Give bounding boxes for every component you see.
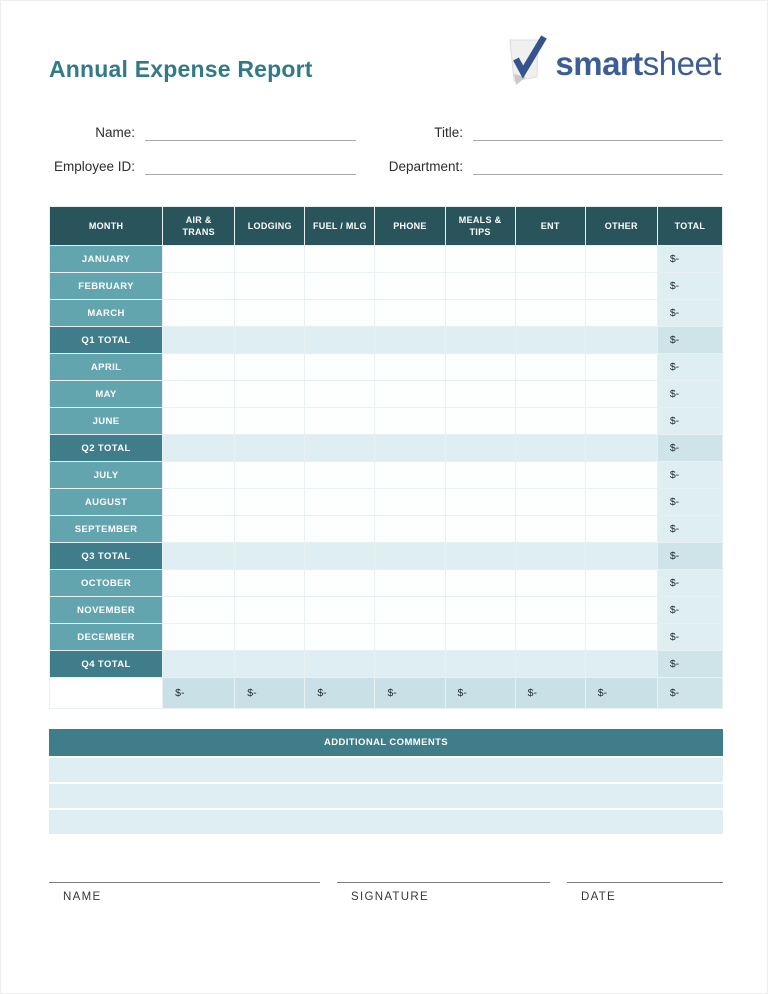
expense-cell[interactable] (586, 462, 657, 488)
expense-cell[interactable] (375, 597, 444, 623)
quarter-expense-cell (305, 651, 374, 677)
row-total-cell: $- (658, 570, 722, 596)
quarter-total-cell: Q2 TOTAL (50, 435, 162, 461)
smartsheet-check-icon (505, 37, 555, 92)
page-header (49, 33, 721, 95)
expense-cell[interactable] (235, 354, 304, 380)
expense-cell[interactable] (586, 597, 657, 623)
expense-cell[interactable] (163, 408, 234, 434)
expense-cell[interactable] (235, 246, 304, 272)
page-container (1, 1, 767, 903)
additional-comments-section (49, 729, 723, 834)
table-row-september (50, 516, 722, 542)
month-cell: DECEMBER (50, 624, 162, 650)
expense-cell[interactable] (375, 273, 444, 299)
quarter-total-value-cell: $- (658, 543, 722, 569)
logo-smart: smart (555, 45, 643, 82)
expense-cell[interactable] (446, 246, 515, 272)
expense-cell[interactable] (235, 381, 304, 407)
quarter-expense-cell (586, 327, 657, 353)
column-header-ent: ENT (516, 207, 585, 245)
expense-cell[interactable] (163, 489, 234, 515)
header-row (50, 207, 722, 245)
table-row-august (50, 489, 722, 515)
expense-cell[interactable] (235, 516, 304, 542)
expense-cell[interactable] (586, 246, 657, 272)
expense-cell[interactable] (516, 246, 585, 272)
expense-cell[interactable] (163, 624, 234, 650)
expense-cell[interactable] (446, 381, 515, 407)
department-input[interactable] (473, 157, 723, 175)
column-header-air-trans: AIR & TRANS (163, 207, 234, 245)
table-row-april (50, 354, 722, 380)
expense-cell[interactable] (375, 489, 444, 515)
expense-cell[interactable] (305, 516, 374, 542)
expense-cell[interactable] (516, 354, 585, 380)
expense-cell[interactable] (446, 408, 515, 434)
expense-cell[interactable] (375, 300, 444, 326)
quarter-expense-cell (235, 651, 304, 677)
comment-row[interactable] (49, 782, 723, 808)
table-row-q1-total (50, 327, 722, 353)
table-row-january (50, 246, 722, 272)
quarter-expense-cell (163, 327, 234, 353)
logo-sheet: sheet (642, 45, 721, 82)
row-total-cell: $- (658, 246, 722, 272)
month-cell: NOVEMBER (50, 597, 162, 623)
department-label: Department: (388, 159, 463, 174)
column-total-cell: $- (375, 678, 444, 708)
table-row-june (50, 408, 722, 434)
quarter-expense-cell (586, 651, 657, 677)
quarter-expense-cell (516, 327, 585, 353)
expense-cell[interactable] (305, 462, 374, 488)
title-label: Title: (434, 125, 463, 140)
month-cell: JANUARY (50, 246, 162, 272)
quarter-expense-cell (446, 435, 515, 461)
date-line[interactable] (567, 882, 723, 883)
expense-cell[interactable] (446, 489, 515, 515)
row-total-cell: $- (658, 354, 722, 380)
expense-cell[interactable] (516, 381, 585, 407)
expense-cell[interactable] (516, 300, 585, 326)
expense-cell[interactable] (235, 300, 304, 326)
expense-cell[interactable] (163, 300, 234, 326)
expense-cell[interactable] (375, 516, 444, 542)
comment-row[interactable] (49, 808, 723, 834)
expense-cell[interactable] (163, 354, 234, 380)
month-cell: AUGUST (50, 489, 162, 515)
quarter-expense-cell (446, 543, 515, 569)
expense-cell[interactable] (516, 273, 585, 299)
table-row-march (50, 300, 722, 326)
quarter-total-value-cell: $- (658, 651, 722, 677)
quarter-expense-cell (446, 651, 515, 677)
quarter-expense-cell (235, 543, 304, 569)
quarter-expense-cell (375, 327, 444, 353)
table-row-q2-total (50, 435, 722, 461)
column-total-cell: $- (586, 678, 657, 708)
expense-cell[interactable] (305, 354, 374, 380)
row-total-cell: $- (658, 300, 722, 326)
expense-cell[interactable] (235, 408, 304, 434)
expense-cell[interactable] (586, 516, 657, 542)
expense-cell[interactable] (586, 354, 657, 380)
expense-cell[interactable] (235, 570, 304, 596)
smartsheet-wordmark (555, 45, 721, 83)
signature-label: SIGNATURE (351, 891, 429, 903)
column-header-other: OTHER (586, 207, 657, 245)
employee-id-field (49, 155, 356, 175)
expense-cell[interactable] (446, 462, 515, 488)
expense-cell[interactable] (305, 597, 374, 623)
quarter-expense-cell (235, 435, 304, 461)
expense-cell[interactable] (516, 570, 585, 596)
expense-cell[interactable] (375, 246, 444, 272)
expense-cell[interactable] (163, 516, 234, 542)
expense-cell[interactable] (235, 489, 304, 515)
row-total-cell: $- (658, 624, 722, 650)
expense-cell[interactable] (235, 273, 304, 299)
signature-line[interactable] (337, 882, 550, 883)
expense-cell[interactable] (586, 408, 657, 434)
quarter-expense-cell (305, 327, 374, 353)
month-cell: JUNE (50, 408, 162, 434)
quarter-expense-cell (305, 435, 374, 461)
expense-cell[interactable] (163, 597, 234, 623)
title-input[interactable] (473, 123, 723, 141)
expense-cell[interactable] (235, 462, 304, 488)
expense-cell[interactable] (516, 597, 585, 623)
grand-total-row (50, 678, 722, 708)
expense-cell[interactable] (235, 597, 304, 623)
table-row-october (50, 570, 722, 596)
table-row-november (50, 597, 722, 623)
quarter-expense-cell (516, 651, 585, 677)
table-row-q3-total (50, 543, 722, 569)
expense-cell[interactable] (375, 408, 444, 434)
column-header-total: TOTAL (658, 207, 722, 245)
row-total-cell: $- (658, 408, 722, 434)
expense-cell[interactable] (446, 300, 515, 326)
title-field (383, 121, 723, 141)
expense-cell[interactable] (305, 408, 374, 434)
expense-cell[interactable] (586, 300, 657, 326)
name-field (49, 121, 356, 141)
expense-cell[interactable] (305, 300, 374, 326)
quarter-total-value-cell: $- (658, 435, 722, 461)
signature-block (337, 882, 550, 903)
column-total-cell: $- (516, 678, 585, 708)
grand-total-cell: $- (658, 678, 722, 708)
expense-cell[interactable] (375, 624, 444, 650)
month-cell: JULY (50, 462, 162, 488)
name-input[interactable] (145, 123, 356, 141)
row-total-cell: $- (658, 489, 722, 515)
date-block (567, 882, 723, 903)
expense-cell[interactable] (516, 516, 585, 542)
expense-cell[interactable] (163, 381, 234, 407)
row-total-cell: $- (658, 273, 722, 299)
expense-cell[interactable] (446, 354, 515, 380)
quarter-total-cell: Q4 TOTAL (50, 651, 162, 677)
employee-id-label: Employee ID: (53, 159, 135, 174)
quarter-expense-cell (516, 435, 585, 461)
column-header-meals-tips: MEALS & TIPS (446, 207, 515, 245)
expense-cell[interactable] (305, 381, 374, 407)
quarter-expense-cell (375, 651, 444, 677)
smartsheet-logo (505, 37, 721, 92)
column-total-cell: $- (446, 678, 515, 708)
expense-cell[interactable] (163, 570, 234, 596)
table-row-february (50, 273, 722, 299)
additional-comments-header: ADDITIONAL COMMENTS (49, 729, 723, 756)
page-title: Annual Expense Report (49, 55, 313, 82)
quarter-total-cell: Q3 TOTAL (50, 543, 162, 569)
info-fields (49, 121, 721, 175)
table-row-q4-total (50, 651, 722, 677)
expense-cell[interactable] (163, 462, 234, 488)
month-cell: MARCH (50, 300, 162, 326)
expense-cell[interactable] (586, 624, 657, 650)
expense-cell[interactable] (305, 273, 374, 299)
name-label: Name: (95, 125, 135, 140)
expense-cell[interactable] (163, 273, 234, 299)
quarter-total-cell: Q1 TOTAL (50, 327, 162, 353)
employee-id-input[interactable] (145, 157, 356, 175)
quarter-expense-cell (163, 543, 234, 569)
row-total-cell: $- (658, 597, 722, 623)
expense-cell[interactable] (516, 408, 585, 434)
quarter-expense-cell (163, 651, 234, 677)
quarter-expense-cell (516, 543, 585, 569)
month-cell: FEBRUARY (50, 273, 162, 299)
month-cell: OCTOBER (50, 570, 162, 596)
comment-row[interactable] (49, 756, 723, 782)
expense-cell[interactable] (305, 489, 374, 515)
expense-cell[interactable] (305, 624, 374, 650)
name-signature-label: NAME (63, 891, 102, 903)
column-header-month: MONTH (50, 207, 162, 245)
quarter-expense-cell (375, 435, 444, 461)
expense-cell[interactable] (586, 570, 657, 596)
grand-total-blank-cell (50, 678, 162, 708)
expense-cell[interactable] (516, 462, 585, 488)
expense-cell[interactable] (446, 516, 515, 542)
column-header-fuel-mlg: FUEL / MLG (305, 207, 374, 245)
expense-cell[interactable] (305, 570, 374, 596)
date-label: DATE (581, 891, 617, 903)
column-header-phone: PHONE (375, 207, 444, 245)
expense-cell[interactable] (446, 624, 515, 650)
quarter-expense-cell (586, 543, 657, 569)
expense-cell[interactable] (516, 624, 585, 650)
expense-cell[interactable] (375, 381, 444, 407)
expense-cell[interactable] (446, 570, 515, 596)
expense-cell[interactable] (446, 597, 515, 623)
expense-cell[interactable] (235, 624, 304, 650)
column-total-cell: $- (305, 678, 374, 708)
quarter-expense-cell (446, 327, 515, 353)
column-total-cell: $- (235, 678, 304, 708)
table-row-december (50, 624, 722, 650)
row-total-cell: $- (658, 462, 722, 488)
expense-table (49, 206, 723, 709)
expense-cell[interactable] (586, 489, 657, 515)
quarter-total-value-cell: $- (658, 327, 722, 353)
department-field (383, 155, 723, 175)
column-total-cell: $- (163, 678, 234, 708)
quarter-expense-cell (163, 435, 234, 461)
expense-cell[interactable] (516, 489, 585, 515)
expense-cell[interactable] (586, 273, 657, 299)
name-signature-line[interactable] (49, 882, 320, 883)
quarter-expense-cell (235, 327, 304, 353)
month-cell: APRIL (50, 354, 162, 380)
quarter-expense-cell (586, 435, 657, 461)
row-total-cell: $- (658, 516, 722, 542)
signature-footer (49, 882, 723, 903)
expense-cell[interactable] (375, 354, 444, 380)
table-row-may (50, 381, 722, 407)
row-total-cell: $- (658, 381, 722, 407)
table-row-july (50, 462, 722, 488)
month-cell: MAY (50, 381, 162, 407)
name-signature-block (49, 882, 320, 903)
quarter-expense-cell (375, 543, 444, 569)
expense-cell[interactable] (446, 273, 515, 299)
expense-cell[interactable] (163, 246, 234, 272)
quarter-expense-cell (305, 543, 374, 569)
expense-cell[interactable] (586, 381, 657, 407)
month-cell: SEPTEMBER (50, 516, 162, 542)
expense-cell[interactable] (305, 246, 374, 272)
expense-cell[interactable] (375, 570, 444, 596)
expense-cell[interactable] (375, 462, 444, 488)
column-header-lodging: LODGING (235, 207, 304, 245)
